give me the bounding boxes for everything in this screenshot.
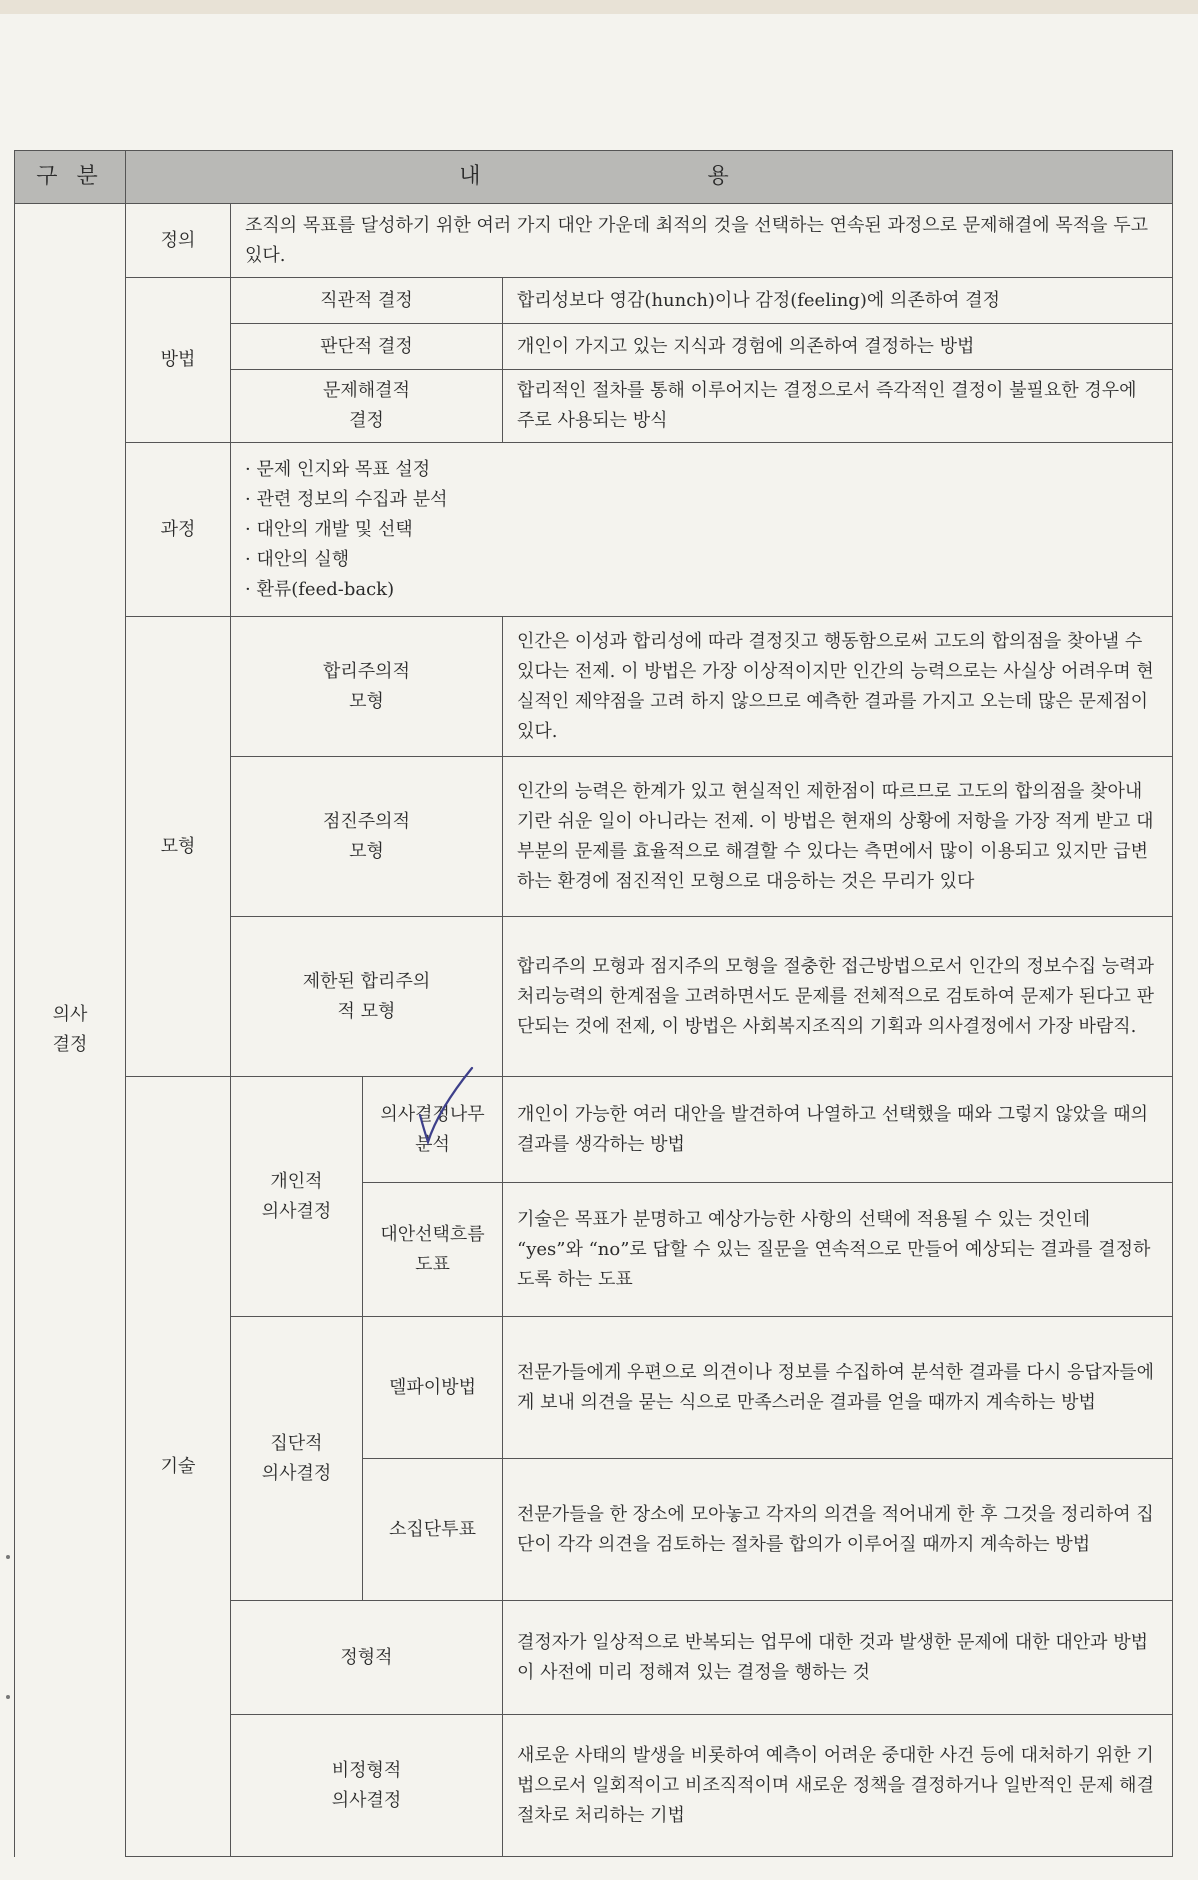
technique-desc: 개인이 가능한 여러 대안을 발견하여 나열하고 선택했을 때와 그렇지 않았을 때의 결과를 생각하는 방법	[503, 1077, 1173, 1183]
row-process	[15, 443, 1173, 617]
model-name: 합리주의적 모형	[231, 617, 503, 757]
technique-nonprogrammed: 비정형적 의사결정	[231, 1715, 503, 1857]
process-step: · 대안의 개발 및 선택	[245, 515, 1158, 545]
technique-desc: 새로운 사태의 발생을 비롯하여 예측이 어려운 중대한 사건 등에 대처하기 위한 기법으로서 일회적이고 비조직적이며 새로운 정책을 결정하거나 일반적인 문제 해결 절차로 처리하는 기법	[503, 1715, 1173, 1857]
page-top-edge	[0, 0, 1198, 14]
model-desc: 합리주의 모형과 점지주의 모형을 절충한 접근방법으로서 인간의 정보수집 능력과 처리능력의 한계점을 고려하면서도 문제를 전체적으로 검토하여 문제가 된다고 판단되는 것에 전제, 이 방법은 사회복지조직의 기획과 의사결정에서 가장 바람직.	[503, 917, 1173, 1077]
technique-group: 집단적 의사결정	[231, 1317, 363, 1601]
method-label: 방법	[126, 278, 231, 443]
process-step: · 대안의 실행	[245, 545, 1158, 575]
margin-mark	[6, 1555, 10, 1559]
process-steps	[231, 443, 1173, 617]
technique-label: 기술	[126, 1077, 231, 1857]
model-name: 점진주의적 모형	[231, 757, 503, 917]
technique-programmed: 정형적	[231, 1601, 503, 1715]
method-name: 문제해결적 결정	[231, 370, 503, 443]
technique-subname: 의사결정나무 분석	[363, 1077, 503, 1183]
technique-desc: 전문가들을 한 장소에 모아놓고 각자의 의견을 적어내게 한 후 그것을 정리하여 집단이 각각 의견을 검토하는 절차를 합의가 이루어질 때까지 계속하는 방법	[503, 1459, 1173, 1601]
technique-individual: 개인적 의사결정	[231, 1077, 363, 1317]
process-step: · 문제 인지와 목표 설정	[245, 455, 1158, 485]
technique-subname: 대안선택흐름 도표	[363, 1183, 503, 1317]
method-name: 판단적 결정	[231, 324, 503, 370]
method-row	[15, 278, 1173, 324]
model-desc: 인간은 이성과 합리성에 따라 결정짓고 행동함으로써 고도의 합의점을 찾아낼 수 있다는 전제. 이 방법은 가장 이상적이지만 인간의 능력으로는 사실상 어려우며 현실적인 제약점을 고려 하지 않으므로 예측한 결과를 가지고 오는데 많은 문제점이 있다.	[503, 617, 1173, 757]
decision-making-table	[14, 150, 1173, 1857]
margin-mark	[6, 1695, 10, 1699]
model-label: 모형	[126, 617, 231, 1077]
technique-subname: 델파이방법	[363, 1317, 503, 1459]
technique-desc: 결정자가 일상적으로 반복되는 업무에 대한 것과 발생한 문제에 대한 대안과 방법이 사전에 미리 정해져 있는 결정을 행하는 것	[503, 1601, 1173, 1715]
table-header-row	[15, 151, 1173, 204]
technique-desc: 기술은 목표가 분명하고 예상가능한 사항의 선택에 적용될 수 있는 것인데 “yes”와 “no”로 답할 수 있는 질문을 연속적으로 만들어 예상되는 결과를 결정하도록 하는 도표	[503, 1183, 1173, 1317]
process-step: · 환류(feed-back)	[245, 575, 1158, 605]
pen-check-mark	[410, 1060, 480, 1150]
model-name: 제한된 합리주의 적 모형	[231, 917, 503, 1077]
definition-label: 정의	[126, 204, 231, 278]
definition-text: 조직의 목표를 달성하기 위한 여러 가지 대안 가운데 최적의 것을 선택하는 연속된 과정으로 문제해결에 목적을 두고 있다.	[231, 204, 1173, 278]
model-row	[15, 617, 1173, 757]
row-definition	[15, 204, 1173, 278]
header-category: 구 분	[15, 151, 126, 204]
method-name: 직관적 결정	[231, 278, 503, 324]
process-step: · 관련 정보의 수집과 분석	[245, 485, 1158, 515]
technique-row	[15, 1077, 1173, 1183]
method-desc: 합리성보다 영감(hunch)이나 감정(feeling)에 의존하여 결정	[503, 278, 1173, 324]
technique-desc: 전문가들에게 우편으로 의견이나 정보를 수집하여 분석한 결과를 다시 응답자들에게 보내 의견을 묻는 식으로 만족스러운 결과를 얻을 때까지 계속하는 방법	[503, 1317, 1173, 1459]
model-desc: 인간의 능력은 한계가 있고 현실적인 제한점이 따르므로 고도의 합의점을 찾아내기란 쉬운 일이 아니라는 전제. 이 방법은 현재의 상황에 저항을 가장 적게 받고 대부분의 문제를 효율적으로 해결할 수 있다는 측면에서 많이 이용되고 있지만 급변하는 환경에 점진적인 모형으로 대응하는 것은 무리가 있다	[503, 757, 1173, 917]
method-desc: 합리적인 절차를 통해 이루어지는 결정으로서 즉각적인 결정이 불필요한 경우에 주로 사용되는 방식	[503, 370, 1173, 443]
technique-subname: 소집단투표	[363, 1459, 503, 1601]
method-desc: 개인이 가지고 있는 지식과 경험에 의존하여 결정하는 방법	[503, 324, 1173, 370]
category-decision-making	[15, 204, 126, 1857]
header-content: 내 용	[126, 151, 1173, 204]
category-label: 의사 결정	[52, 1004, 88, 1056]
process-label: 과정	[126, 443, 231, 617]
